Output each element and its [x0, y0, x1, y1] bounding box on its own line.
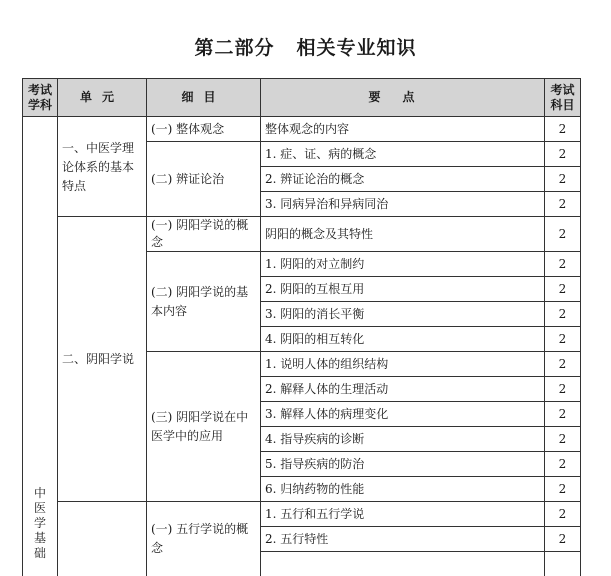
point-cell: 4. 阴阳的相互转化: [261, 327, 545, 352]
point-cell: 3. 阴阳的消长平衡: [261, 302, 545, 327]
count-cell: 2: [545, 302, 581, 327]
point-cell: [261, 552, 545, 576]
item-cell: (一) 五行学说的概念: [147, 502, 261, 576]
point-cell: 3. 解释人体的病理变化: [261, 402, 545, 427]
count-cell: 2: [545, 327, 581, 352]
count-cell: 2: [545, 252, 581, 277]
point-cell: 4. 指导疾病的诊断: [261, 427, 545, 452]
header-row: [23, 79, 581, 117]
count-cell: 2: [545, 142, 581, 167]
table-row: [23, 217, 581, 252]
item-cell: (二) 辨证论治: [147, 142, 261, 217]
item-cell: (三) 阴阳学说在中医学中的应用: [147, 352, 261, 502]
count-cell: 2: [545, 217, 581, 252]
point-cell: 1. 说明人体的组织结构: [261, 352, 545, 377]
count-cell: 2: [545, 502, 581, 527]
count-cell: 2: [545, 402, 581, 427]
count-cell: 2: [545, 452, 581, 477]
subject-label: 中医学基础: [33, 486, 47, 561]
point-cell: 1. 症、证、病的概念: [261, 142, 545, 167]
header-subject: 考试学科: [23, 79, 58, 117]
subject-cell: [23, 117, 58, 576]
point-cell: 6. 归纳药物的性能: [261, 477, 545, 502]
point-cell: 1. 阴阳的对立制约: [261, 252, 545, 277]
item-cell: (二) 阴阳学说的基本内容: [147, 252, 261, 352]
header-unit: 单元: [58, 79, 147, 117]
count-cell: 2: [545, 527, 581, 552]
count-cell: [545, 552, 581, 576]
count-cell: 2: [545, 117, 581, 142]
count-cell: 2: [545, 167, 581, 192]
point-cell: 2. 阴阳的互根互用: [261, 277, 545, 302]
syllabus-table: [22, 78, 581, 576]
part-name: 相关专业知识: [297, 37, 417, 59]
part-label: 第二部分: [194, 37, 274, 59]
unit-cell: [58, 502, 147, 576]
header-item: 细目: [147, 79, 261, 117]
header-count: 考试科目: [545, 79, 581, 117]
point-cell: 整体观念的内容: [261, 117, 545, 142]
count-cell: 2: [545, 377, 581, 402]
point-cell: 1. 五行和五行学说: [261, 502, 545, 527]
table-row: [23, 502, 581, 527]
count-cell: 2: [545, 277, 581, 302]
unit-cell: 一、中医学理论体系的基本特点: [58, 117, 147, 217]
count-cell: 2: [545, 352, 581, 377]
point-cell: 2. 解释人体的生理活动: [261, 377, 545, 402]
point-cell: 3. 同病异治和异病同治: [261, 192, 545, 217]
unit-cell: 二、阴阳学说: [58, 217, 147, 502]
page-title: [0, 33, 611, 60]
item-cell: (一) 整体观念: [147, 117, 261, 142]
point-cell: 2. 五行特性: [261, 527, 545, 552]
point-cell: 5. 指导疾病的防治: [261, 452, 545, 477]
count-cell: 2: [545, 427, 581, 452]
point-cell: 阴阳的概念及其特性: [261, 217, 545, 252]
item-cell: (一) 阴阳学说的概念: [147, 217, 261, 252]
count-cell: 2: [545, 192, 581, 217]
count-cell: 2: [545, 477, 581, 502]
header-point: 要点: [261, 79, 545, 117]
point-cell: 2. 辨证论治的概念: [261, 167, 545, 192]
table-row: [23, 117, 581, 142]
